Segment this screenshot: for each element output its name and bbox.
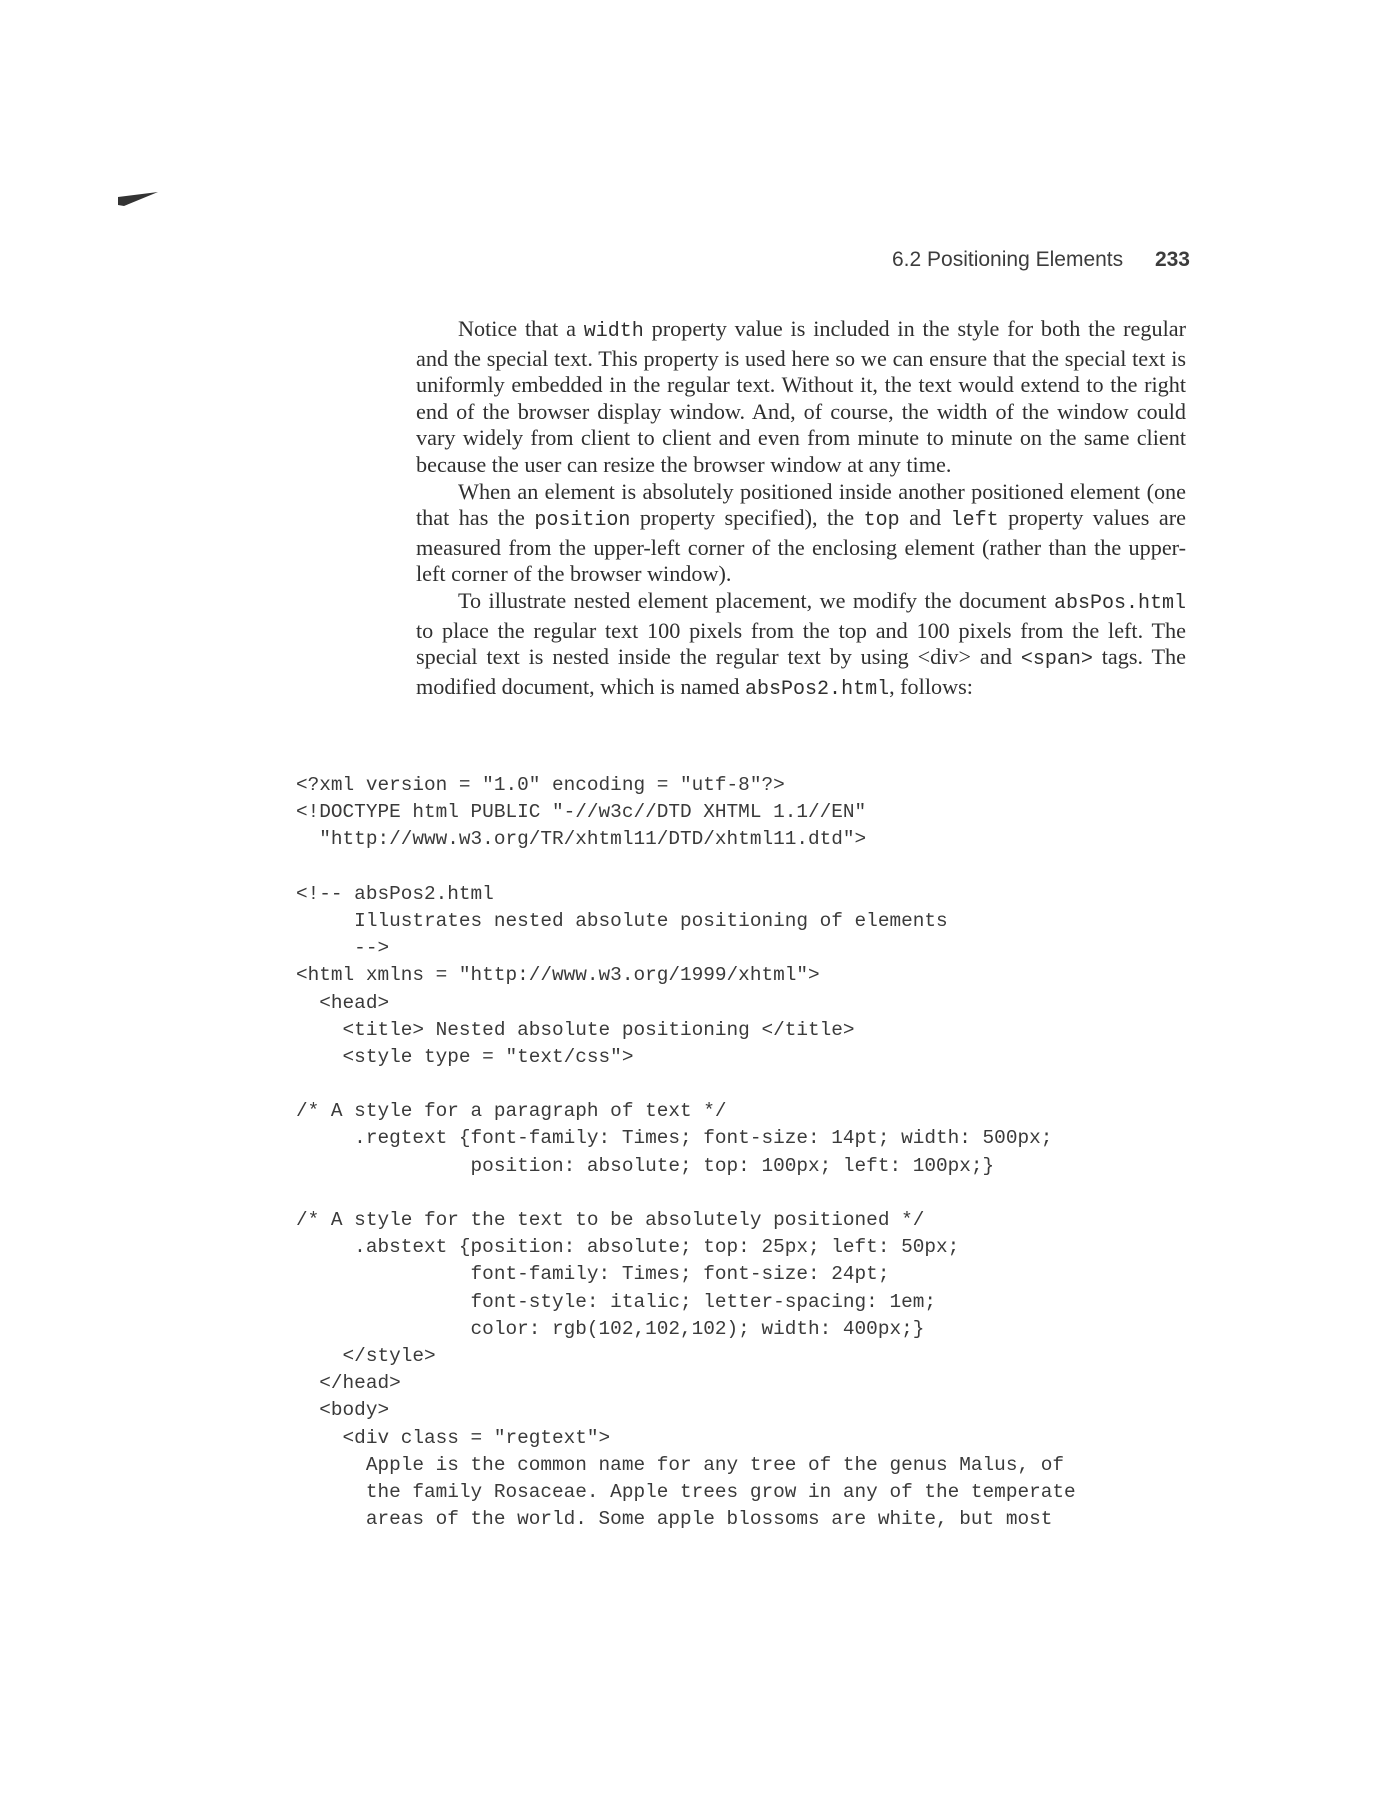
- code-line: -->: [296, 937, 390, 960]
- code-line: font-family: Times; font-size: 24pt;: [296, 1263, 890, 1286]
- code-line: color: rgb(102,102,102); width: 400px;}: [296, 1317, 925, 1340]
- paragraph: When an element is absolutely positioned inside another positioned element (one that has the position property specified), the top and left property values are measured from the upper-left corner of the enclosing element (rather than the upper-left corner of the browser window).: [416, 478, 1187, 587]
- paragraph: To illustrate nested element placement, we modify the document absPos.html to place the regular text 100 pixels from the top and 100 pixels from the left. The special text is nested inside the regular text by using <div> and <span> tags. The modified document, which is named absPos2.html, follows:: [416, 587, 1186, 701]
- code-blank-line: [296, 854, 1196, 881]
- code-line: </head>: [296, 1372, 401, 1395]
- running-head: [880, 248, 1190, 278]
- code-blank-line: [296, 1180, 1196, 1207]
- inline-code: absPos2.html: [745, 677, 890, 701]
- code-line: position: absolute; top: 100px; left: 100px;}: [296, 1154, 995, 1177]
- code-line: <div class = "regtext">: [296, 1426, 611, 1449]
- inline-code: absPos.html: [1053, 591, 1186, 615]
- code-line: the family Rosaceae. Apple trees grow in any of the temperate: [296, 1480, 1076, 1503]
- code-line: <!-- absPos2.html: [296, 882, 494, 905]
- code-line: font-style: italic; letter-spacing: 1em;: [296, 1290, 936, 1313]
- code-line: "http://www.w3.org/TR/xhtml11/DTD/xhtml11.dtd">: [296, 828, 867, 851]
- inline-code: width: [583, 320, 644, 343]
- body-text: [416, 316, 1186, 703]
- inline-code: position: [534, 509, 631, 533]
- code-line: <!DOCTYPE html PUBLIC "-//w3c//DTD XHTML 1.1//EN": [296, 801, 867, 824]
- code-line: </style>: [296, 1344, 436, 1367]
- code-line: areas of the world. Some apple blossoms are white, but most: [296, 1508, 1053, 1531]
- section-title: 6.2 Positioning Elements: [892, 248, 1124, 271]
- code-line: <head>: [296, 991, 390, 1014]
- code-line: Apple is the common name for any tree of the genus Malus, of: [296, 1453, 1064, 1476]
- page-corner-mark: [118, 192, 158, 212]
- inline-code: <span>: [1020, 648, 1093, 672]
- code-listing: [296, 772, 1196, 1533]
- inline-code: left: [950, 509, 999, 533]
- page-number: 233: [1154, 248, 1190, 271]
- code-line: /* A style for a paragraph of text */: [296, 1100, 727, 1123]
- code-line: <?xml version = "1.0" encoding = "utf-8"?>: [296, 774, 785, 796]
- inline-code: top: [863, 509, 900, 533]
- paragraph: Notice that a width property value is included in the style for both the regular and the special text. This property is used here so we can ensure that the special text is uniformly embedded in the regular text. Without it, the text would extend to the right end of the browser display window. And, of course, the width of the window could vary widely from client to client and even from minute to minute on the same client because the user can resize the browser window at any time.: [416, 316, 1186, 477]
- code-line: .abstext {position: absolute; top: 25px; left: 50px;: [296, 1236, 960, 1259]
- code-line: Illustrates nested absolute positioning of elements: [296, 909, 948, 932]
- code-line: <style type = "text/css">: [296, 1045, 634, 1068]
- code-blank-line: [296, 1071, 1196, 1098]
- code-line: .regtext {font-family: Times; font-size: 14pt; width: 500px;: [296, 1127, 1053, 1150]
- code-line: /* A style for the text to be absolutely positioned */: [296, 1209, 925, 1231]
- code-line: <html xmlns = "http://www.w3.org/1999/xhtml">: [296, 964, 820, 987]
- code-line: <body>: [296, 1399, 390, 1422]
- code-line: <title> Nested absolute positioning </title>: [296, 1018, 855, 1041]
